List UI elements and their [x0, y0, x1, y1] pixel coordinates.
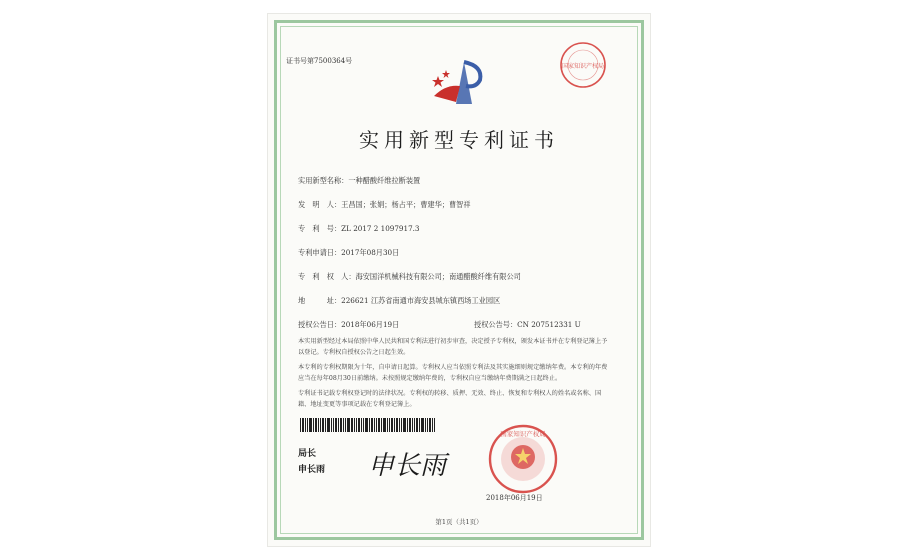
barcode-bar	[358, 418, 360, 432]
barcode	[300, 418, 470, 432]
barcode-bar	[412, 418, 413, 432]
barcode-bar	[378, 418, 380, 432]
barcode-bar	[414, 418, 415, 432]
barcode-bar	[345, 418, 346, 432]
field-label: 授权公告日：	[298, 320, 342, 329]
barcode-bar	[389, 418, 390, 432]
barcode-bar	[343, 418, 344, 432]
field-utility-model-name	[298, 176, 420, 186]
barcode-bar	[354, 418, 355, 432]
field-value: 2018年06月19日	[341, 320, 400, 329]
barcode-bar	[409, 418, 411, 432]
barcode-bar	[313, 418, 314, 432]
barcode-bar	[320, 418, 321, 432]
paragraph-legal-status: 专利证书记载专利权登记时的法律状况。专利权的转移、质押、无效、终止、恢复和专利权人的姓名或名称、国籍、地址变更等事项记载在专利登记簿上。	[298, 390, 602, 408]
signer-name: 申长雨	[298, 465, 326, 475]
field-value: 226621 江苏省南通市海安县城东镇西场工业园区	[341, 296, 501, 305]
field-value: ZL 2017 2 1097917.3	[341, 224, 420, 233]
field-label: 专 利 号：	[298, 224, 342, 233]
barcode-bar	[318, 418, 319, 432]
barcode-bar	[434, 418, 435, 432]
field-value: 王昌国；张娟；杨占平；曹建华；曹智祥	[341, 200, 471, 209]
barcode-bar	[363, 418, 364, 432]
field-label: 实用新型名称：	[298, 176, 349, 185]
patent-certificate	[268, 14, 650, 546]
barcode-bar	[381, 418, 382, 432]
barcode-bar	[325, 418, 326, 432]
barcode-bar	[419, 418, 420, 432]
seal-text: 国家知识产权局	[500, 430, 546, 438]
barcode-bar	[351, 418, 353, 432]
barcode-bar	[399, 418, 400, 432]
barcode-bar	[331, 418, 332, 432]
barcode-bar	[429, 418, 431, 432]
field-application-date	[298, 248, 399, 258]
certificate-number: 证书号第7500364号	[286, 57, 353, 65]
grant-announcement-number	[474, 320, 581, 330]
barcode-bar	[322, 418, 324, 432]
barcode-bar	[387, 418, 388, 432]
field-value: 一种醋酸纤维拉断装置	[348, 176, 421, 185]
barcode-bar	[335, 418, 337, 432]
barcode-bar	[396, 418, 398, 432]
field-label: 专 利 权 人：	[298, 272, 356, 281]
barcode-bar	[327, 418, 330, 432]
barcode-bar	[340, 418, 342, 432]
barcode-bar	[309, 418, 312, 432]
handwritten-signature-icon	[364, 444, 454, 484]
barcode-bar	[371, 418, 373, 432]
barcode-bar	[401, 418, 402, 432]
field-value: 海安国洋机械科技有限公司；南通醋酸纤维有限公司	[355, 272, 521, 281]
field-inventors	[298, 200, 471, 210]
barcode-bar	[347, 418, 350, 432]
barcode-bar	[305, 418, 306, 432]
top-right-seal-icon	[558, 40, 608, 90]
barcode-bar	[394, 418, 395, 432]
top-right-seal-text: 国家知识产权局	[561, 63, 605, 70]
certificate-title: 实用新型专利证书	[359, 128, 559, 152]
field-patent-number	[298, 224, 420, 234]
barcode-bar	[407, 418, 408, 432]
barcode-bar	[416, 418, 418, 432]
grant-announcement-date	[298, 320, 399, 330]
barcode-bar	[391, 418, 393, 432]
national-ipa-seal-icon	[488, 424, 558, 494]
issue-date: 2018年06月19日	[486, 494, 543, 502]
barcode-bar	[376, 418, 377, 432]
signer-role: 局长	[298, 449, 317, 459]
barcode-bar	[300, 418, 301, 432]
barcode-bar	[361, 418, 362, 432]
barcode-bar	[302, 418, 304, 432]
barcode-bar	[425, 418, 426, 432]
paragraph-grant: 本实用新型经过本局依照中华人民共和国专利法进行初步审查，决定授予专利权，颁发本证书并在专利登记簿上予以登记。专利权自授权公告之日起生效。	[298, 338, 608, 356]
barcode-bar	[383, 418, 386, 432]
barcode-bar	[365, 418, 368, 432]
field-label: 专利申请日：	[298, 248, 342, 257]
field-label: 地 址：	[298, 296, 342, 305]
field-address	[298, 296, 500, 306]
barcode-bar	[338, 418, 339, 432]
field-value: CN 207512331 U	[517, 320, 581, 329]
barcode-bar	[421, 418, 424, 432]
barcode-bar	[333, 418, 334, 432]
barcode-bar	[432, 418, 433, 432]
patent-office-logo-icon	[428, 56, 488, 108]
barcode-bar	[374, 418, 375, 432]
barcode-bar	[356, 418, 357, 432]
field-value: 2017年08月30日	[341, 248, 400, 257]
barcode-bar	[369, 418, 370, 432]
field-label: 发 明 人：	[298, 200, 342, 209]
field-patentee	[298, 272, 521, 282]
barcode-bar	[403, 418, 406, 432]
barcode-bar	[315, 418, 317, 432]
paragraph-term: 本专利的专利权期限为十年，自申请日起算。专利权人应当依照专利法及其实施细则规定缴纳年费。本专利的年费应当在每年08月30日前缴纳。未按照规定缴纳年费的，专利权自应当缴纳年费期满之日起终止。	[298, 364, 608, 382]
barcode-bar	[427, 418, 428, 432]
signature-text: 申长雨	[368, 451, 447, 481]
field-label: 授权公告号：	[474, 320, 518, 329]
page-number: 第1页（共1页）	[435, 518, 483, 526]
barcode-bar	[307, 418, 308, 432]
